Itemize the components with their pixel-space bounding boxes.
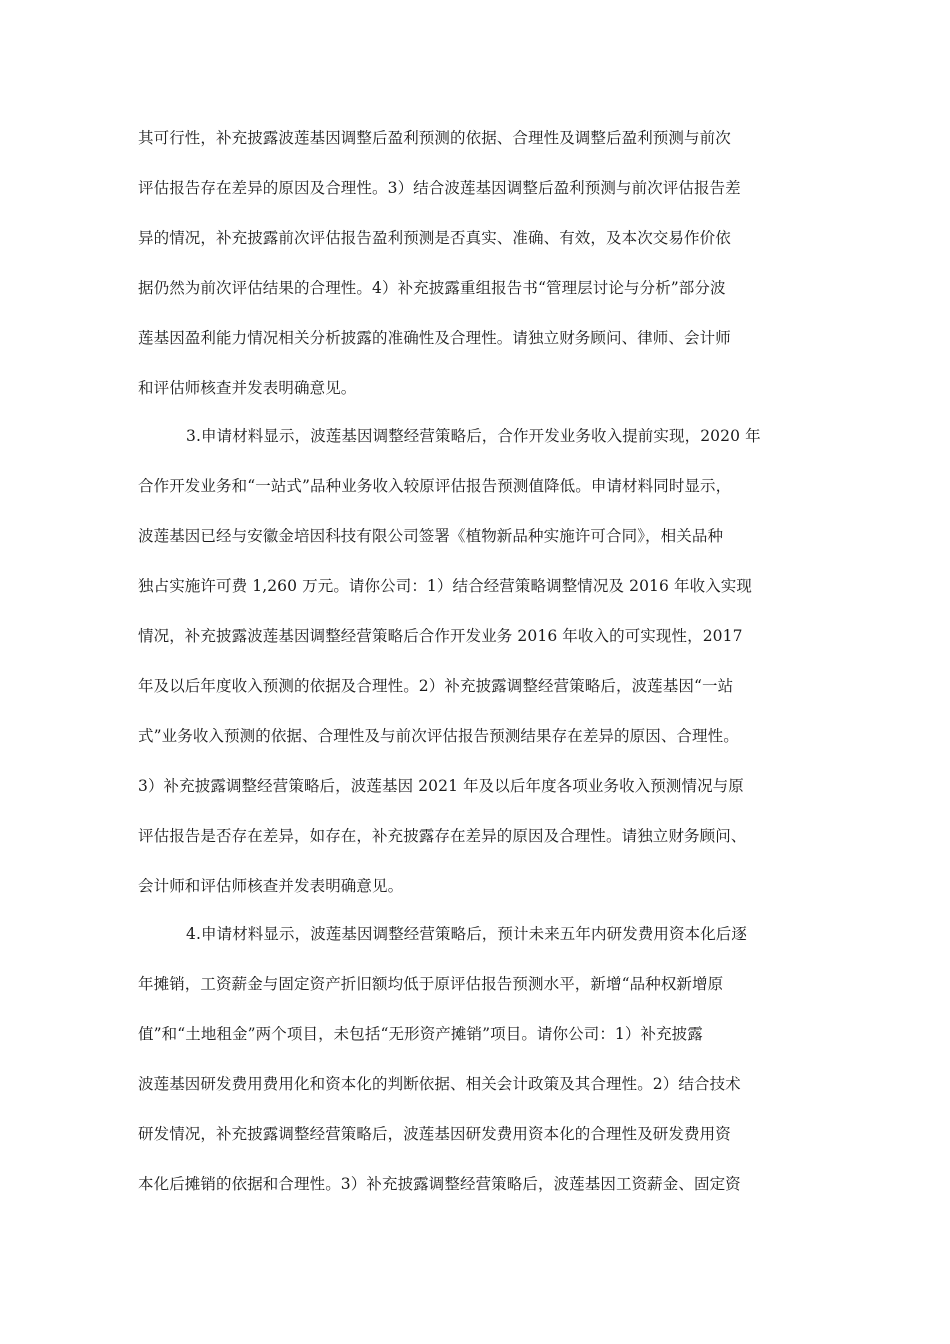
text-line: 研发情况，补充披露调整经营策略后，波莲基因研发费用资本化的合理性及研发费用资 (138, 1125, 731, 1143)
text-line: 情况，补充披露波莲基因调整经营策略后合作开发业务 2016 年收入的可实现性，2017 (138, 627, 743, 645)
text-line: 独占实施许可费 1,260 万元。请你公司：1）结合经营策略调整情况及 2016 年收入实现 (138, 577, 752, 595)
text-line: 评估报告是否存在差异，如存在，补充披露存在差异的原因及合理性。请独立财务顾问、 (138, 827, 747, 845)
text-line: 式”业务收入预测的依据、合理性及与前次评估报告预测结果存在差异的原因、合理性。 (138, 727, 739, 745)
text-line: 波莲基因已经与安徽金培因科技有限公司签署《植物新品种实施许可合同》，相关品种 (138, 527, 724, 545)
text-line: 年及以后年度收入预测的依据及合理性。2）补充披露调整经营策略后，波莲基因“一站 (138, 677, 734, 695)
text-line: 莲基因盈利能力情况相关分析披露的准确性及合理性。请独立财务顾问、律师、会计师 (138, 329, 731, 347)
text-line: 异的情况，补充披露前次评估报告盈利预测是否真实、准确、有效，及本次交易作价依 (138, 229, 731, 247)
text-line: 其可行性，补充披露波莲基因调整后盈利预测的依据、合理性及调整后盈利预测与前次 (138, 129, 731, 147)
paragraph-start-line: 4.申请材料显示，波莲基因调整经营策略后，预计未来五年内研发费用资本化后逐 (186, 925, 747, 943)
paragraph-start-line: 3.申请材料显示，波莲基因调整经营策略后，合作开发业务收入提前实现，2020 年 (186, 427, 761, 445)
text-line: 波莲基因研发费用费用化和资本化的判断依据、相关会计政策及其合理性。2）结合技术 (138, 1075, 741, 1093)
text-line: 合作开发业务和“一站式”品种业务收入较原评估报告预测值降低。申请材料同时显示， (138, 477, 732, 495)
text-line: 和评估师核查并发表明确意见。 (138, 379, 357, 397)
text-line: 年摊销，工资薪金与固定资产折旧额均低于原评估报告预测水平，新增“品种权新增原 (138, 975, 724, 993)
text-line: 会计师和评估师核查并发表明确意见。 (138, 877, 404, 895)
text-line: 本化后摊销的依据和合理性。3）补充披露调整经营策略后，波莲基因工资薪金、固定资 (138, 1175, 741, 1193)
text-line: 据仍然为前次评估结果的合理性。4）补充披露重组报告书“管理层讨论与分析”部分波 (138, 279, 726, 297)
text-line: 评估报告存在差异的原因及合理性。3）结合波莲基因调整后盈利预测与前次评估报告差 (138, 179, 741, 197)
text-line: 3）补充披露调整经营策略后，波莲基因 2021 年及以后年度各项业务收入预测情况与原 (138, 777, 744, 795)
text-line: 值”和“土地租金”两个项目，未包括“无形资产摊销”项目。请你公司：1）补充披露 (138, 1025, 703, 1043)
